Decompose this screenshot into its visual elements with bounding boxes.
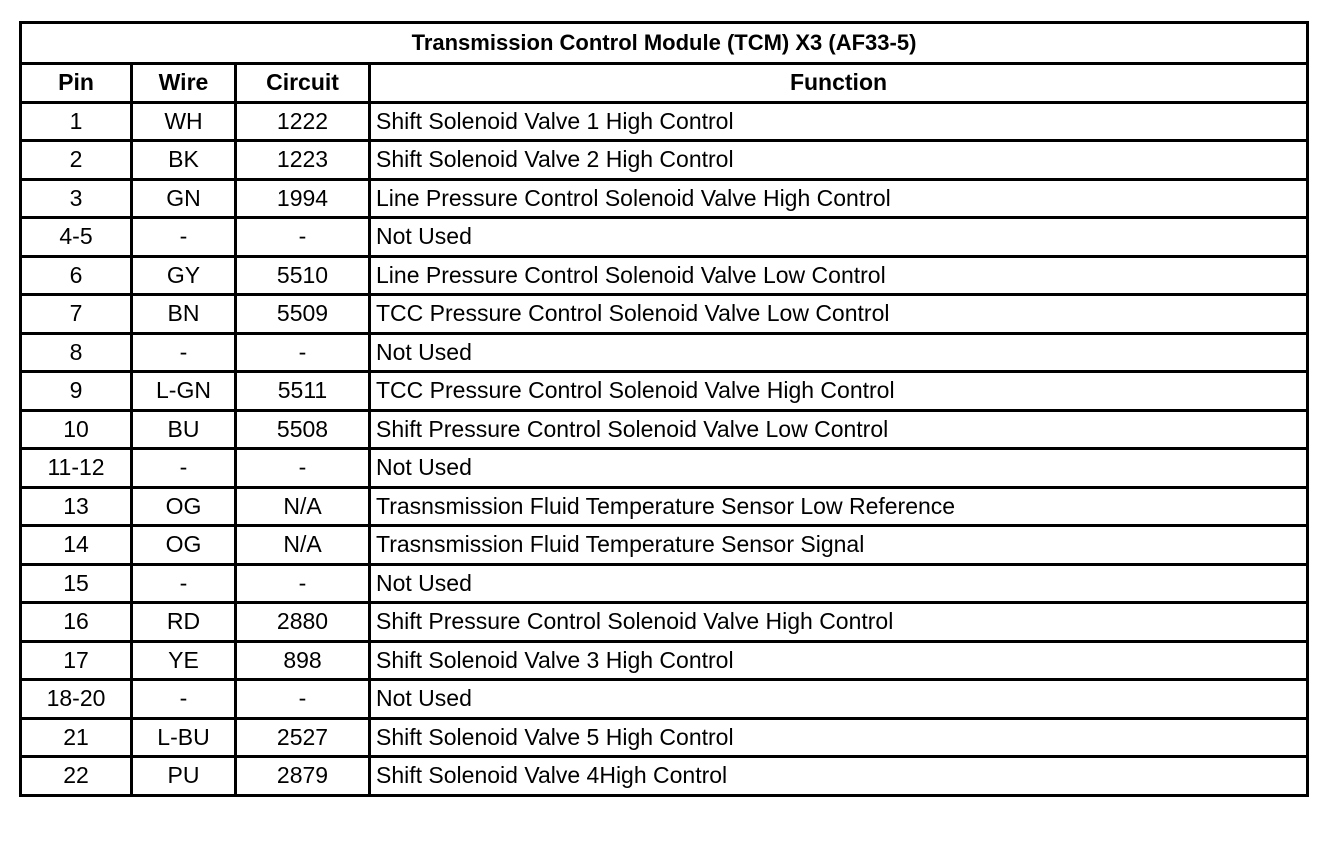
table-row [21, 333, 1308, 372]
table-row [21, 526, 1308, 565]
pin-cell: 21 [21, 718, 132, 757]
table-row [21, 102, 1308, 141]
wire-cell: L-BU [132, 718, 236, 757]
circuit-cell: 2880 [236, 603, 370, 642]
function-cell: Line Pressure Control Solenoid Valve High Control [370, 179, 1308, 218]
connector-pinout-table [19, 21, 1309, 797]
wire-cell: RD [132, 603, 236, 642]
circuit-cell: 2879 [236, 757, 370, 796]
wire-cell: BK [132, 141, 236, 180]
table-row [21, 410, 1308, 449]
wire-cell: - [132, 218, 236, 257]
pin-cell: 6 [21, 256, 132, 295]
table-body [21, 102, 1308, 795]
pin-cell: 7 [21, 295, 132, 334]
table-row [21, 256, 1308, 295]
circuit-cell: 5511 [236, 372, 370, 411]
header-circuit: Circuit [236, 64, 370, 103]
pin-cell: 3 [21, 179, 132, 218]
function-cell: Not Used [370, 564, 1308, 603]
function-cell: Shift Solenoid Valve 2 High Control [370, 141, 1308, 180]
function-cell: Not Used [370, 449, 1308, 488]
wire-cell: GY [132, 256, 236, 295]
circuit-cell: - [236, 218, 370, 257]
wire-cell: - [132, 564, 236, 603]
header-wire: Wire [132, 64, 236, 103]
title-row [21, 23, 1308, 64]
circuit-cell: - [236, 333, 370, 372]
circuit-cell: 5508 [236, 410, 370, 449]
function-cell: Line Pressure Control Solenoid Valve Low Control [370, 256, 1308, 295]
circuit-cell: 5510 [236, 256, 370, 295]
wire-cell: - [132, 680, 236, 719]
wire-cell: BU [132, 410, 236, 449]
function-cell: Not Used [370, 333, 1308, 372]
wire-cell: - [132, 333, 236, 372]
pin-cell: 2 [21, 141, 132, 180]
wire-cell: OG [132, 526, 236, 565]
function-cell: Trasnsmission Fluid Temperature Sensor Low Reference [370, 487, 1308, 526]
wire-cell: BN [132, 295, 236, 334]
circuit-cell: - [236, 449, 370, 488]
function-cell: Not Used [370, 680, 1308, 719]
pin-cell: 10 [21, 410, 132, 449]
table-row [21, 218, 1308, 257]
circuit-cell: - [236, 564, 370, 603]
pin-cell: 22 [21, 757, 132, 796]
table-row [21, 641, 1308, 680]
function-cell: Not Used [370, 218, 1308, 257]
function-cell: Shift Solenoid Valve 3 High Control [370, 641, 1308, 680]
table-row [21, 757, 1308, 796]
pin-cell: 17 [21, 641, 132, 680]
table-row [21, 179, 1308, 218]
circuit-cell: 2527 [236, 718, 370, 757]
function-cell: Shift Solenoid Valve 1 High Control [370, 102, 1308, 141]
function-cell: Shift Pressure Control Solenoid Valve Low Control [370, 410, 1308, 449]
circuit-cell: 1222 [236, 102, 370, 141]
wire-cell: GN [132, 179, 236, 218]
pin-cell: 1 [21, 102, 132, 141]
pin-cell: 11-12 [21, 449, 132, 488]
function-cell: Shift Pressure Control Solenoid Valve High Control [370, 603, 1308, 642]
circuit-cell: 5509 [236, 295, 370, 334]
function-cell: TCC Pressure Control Solenoid Valve Low Control [370, 295, 1308, 334]
table-row [21, 141, 1308, 180]
pin-cell: 16 [21, 603, 132, 642]
header-pin: Pin [21, 64, 132, 103]
pin-cell: 15 [21, 564, 132, 603]
wire-cell: OG [132, 487, 236, 526]
circuit-cell: 1994 [236, 179, 370, 218]
table-row [21, 564, 1308, 603]
table-row [21, 680, 1308, 719]
table-row [21, 603, 1308, 642]
wire-cell: PU [132, 757, 236, 796]
circuit-cell: 898 [236, 641, 370, 680]
circuit-cell: - [236, 680, 370, 719]
table-row [21, 718, 1308, 757]
circuit-cell: N/A [236, 487, 370, 526]
header-row [21, 64, 1308, 103]
wire-cell: - [132, 449, 236, 488]
pin-cell: 14 [21, 526, 132, 565]
circuit-cell: N/A [236, 526, 370, 565]
pin-cell: 4-5 [21, 218, 132, 257]
header-function: Function [370, 64, 1308, 103]
function-cell: Shift Solenoid Valve 4High Control [370, 757, 1308, 796]
pin-cell: 13 [21, 487, 132, 526]
wire-cell: YE [132, 641, 236, 680]
wire-cell: WH [132, 102, 236, 141]
function-cell: Shift Solenoid Valve 5 High Control [370, 718, 1308, 757]
pin-cell: 8 [21, 333, 132, 372]
table-row [21, 372, 1308, 411]
table-title: Transmission Control Module (TCM) X3 (AF33-5) [21, 23, 1308, 64]
wire-cell: L-GN [132, 372, 236, 411]
table-row [21, 295, 1308, 334]
table-row [21, 449, 1308, 488]
function-cell: TCC Pressure Control Solenoid Valve High Control [370, 372, 1308, 411]
function-cell: Trasnsmission Fluid Temperature Sensor Signal [370, 526, 1308, 565]
pin-cell: 9 [21, 372, 132, 411]
table-row [21, 487, 1308, 526]
circuit-cell: 1223 [236, 141, 370, 180]
pin-cell: 18-20 [21, 680, 132, 719]
